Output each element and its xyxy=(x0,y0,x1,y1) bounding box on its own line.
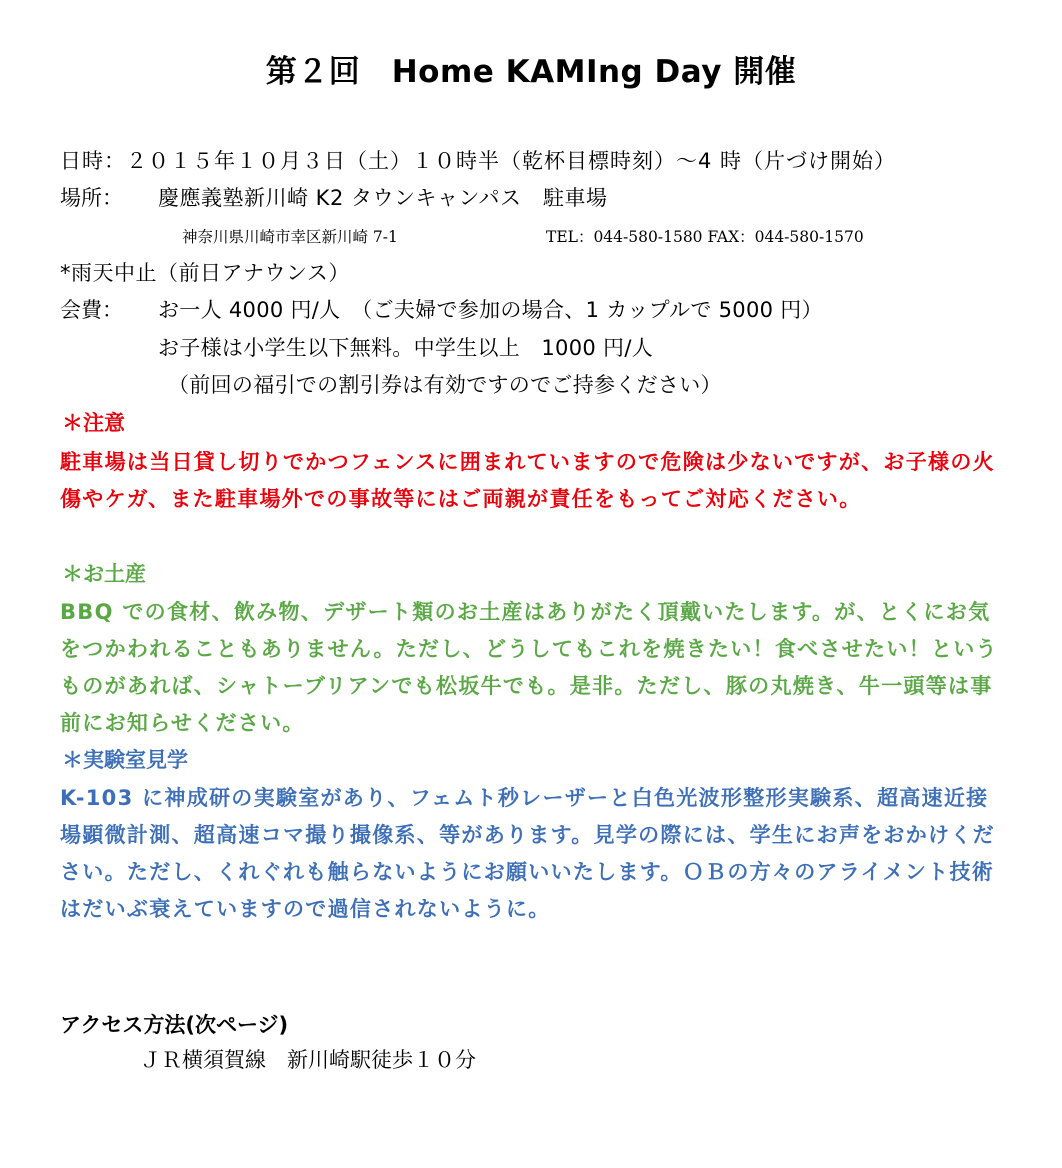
fee-coupon: （前回の福引での割引券は有効ですのでご持参ください） xyxy=(168,373,722,397)
place-name: 慶應義塾新川崎 K2 タウンキャンパス 駐車場 xyxy=(158,186,608,210)
lab-tour-heading: ＊実験室見学 xyxy=(62,748,188,772)
page-title: 第２回 Home KAMIng Day 開催 xyxy=(265,54,797,90)
access-route: ＪＲ横須賀線 新川崎駅徒歩１０分 xyxy=(140,1048,476,1072)
rain-notice: *雨天中止（前日アナウンス） xyxy=(60,261,350,285)
caution-body: 駐車場は当日貸し切りでかつフェンスに囲まれていますので危険は少ないですが、お子様の火傷やケガ、また駐車場外での事故等にはご両親が責任をもってご対応ください。 xyxy=(60,450,995,511)
access-heading: アクセス方法(次ページ) xyxy=(60,1013,289,1037)
caution-heading: ＊注意 xyxy=(62,411,125,435)
schedule-line: 日時：２０１５年１０月３日（土）１０時半（乾杯目標時刻）〜4 時（片づけ開始） xyxy=(60,149,897,173)
place-label: 場所： xyxy=(60,186,123,210)
phone-fax: TEL：044-580-1580 FAX：044-580-1570 xyxy=(546,228,864,246)
lab-tour-body: K-103 に神成研の実験室があり、フェムト秒レーザーと白色光波形整形実験系、超高速近接場顕微計測、超高速コマ撮り撮像系、等があります。見学の際には、学生にお声をおかけください。ただし、くれぐれも触らないようにお願いいたします。ＯＢの方々のアライメント技術はだいぶ衰えていますので過信されないように。 xyxy=(60,786,995,921)
souvenir-body: BBQ での食材、飲み物、デザート類のお土産はありがたく頂戴いたします。が、とくにお気をつかわれることもありません。ただし、どうしてもこれを焼きたい！食べさせたい！というものがあれば、シャトーブリアンでも松坂牛でも。是非。ただし、豚の丸焼き、牛一頭等は事前にお知らせください。 xyxy=(60,600,998,735)
fee-label: 会費： xyxy=(60,298,123,322)
fee-child: お子様は小学生以下無料。中学生以上 1000 円/人 xyxy=(158,336,653,360)
souvenir-heading: ＊お土産 xyxy=(62,562,146,586)
fee-adult: お一人 4000 円/人 （ご夫婦で参加の場合、1 カップルで 5000 円） xyxy=(158,298,823,322)
address: 神奈川県川崎市幸区新川崎 7-1 xyxy=(182,228,398,246)
